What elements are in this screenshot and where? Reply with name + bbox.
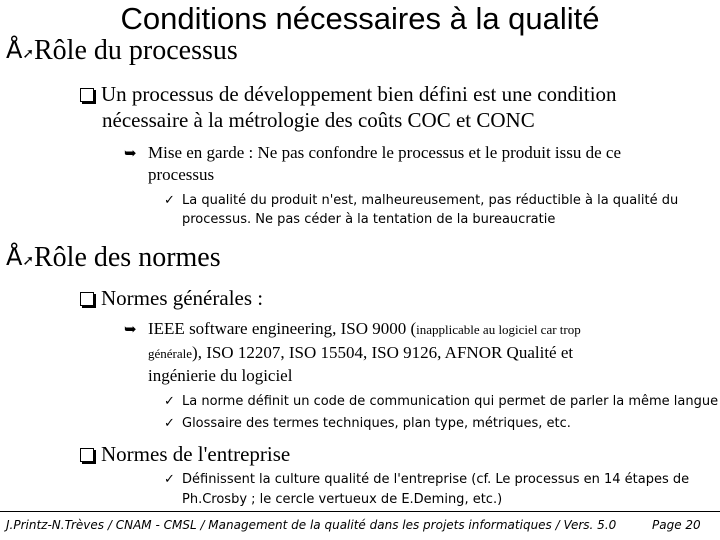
bullet-item: Un processus de développement bien défini est une condition [80,82,617,107]
footer-credits: J.Printz-N.Trèves / CNAM - CMSL / Management de la qualité dans les projets informatiques / Vers. 5.0 [6,518,617,532]
sub-bullet-item-continuation: ingénierie du logiciel [148,366,293,385]
checkmark-icon: ✓ [164,193,175,208]
section-heading-normes [6,242,221,276]
section-heading-label: Rôle du processus [34,35,238,66]
detail-item-continuation: Ph.Crosby ; le cercle vertueux de E.Deming, etc.) [182,492,503,507]
sub-bullet-item-continuation: processus [148,165,215,184]
a-ring-arrow-icon: Å➚ [6,36,35,64]
curved-arrow-icon: ➥ [124,320,137,338]
a-ring-arrow-icon: Å➚ [6,243,35,271]
page-number: Page 20 [652,518,701,532]
bullet-item: Normes de l'entreprise [80,442,290,467]
detail-item-continuation: processus. Ne pas céder à la tentation de la bureaucratie [182,212,556,227]
checkmark-icon: ✓ [164,472,175,487]
checkbox-icon [80,88,94,102]
bullet-item-continuation: nécessaire à la métrologie des coûts COC et CONC [102,108,535,132]
section-heading-label: Rôle des normes [34,242,221,273]
checkbox-icon [80,292,94,306]
sub-bullet-item-continuation: générale), ISO 12207, ISO 15504, ISO 9126, AFNOR Qualité et [148,343,574,362]
checkbox-icon [80,448,94,462]
section-heading-processus [6,35,238,69]
checkmark-icon: ✓ [164,394,175,409]
slide-title: Conditions nécessaires à la qualité [120,1,600,36]
checkmark-icon: ✓ [164,416,175,431]
footer-divider [0,511,720,512]
bullet-item: Normes générales : [80,286,263,311]
curved-arrow-icon: ➥ [124,144,137,162]
